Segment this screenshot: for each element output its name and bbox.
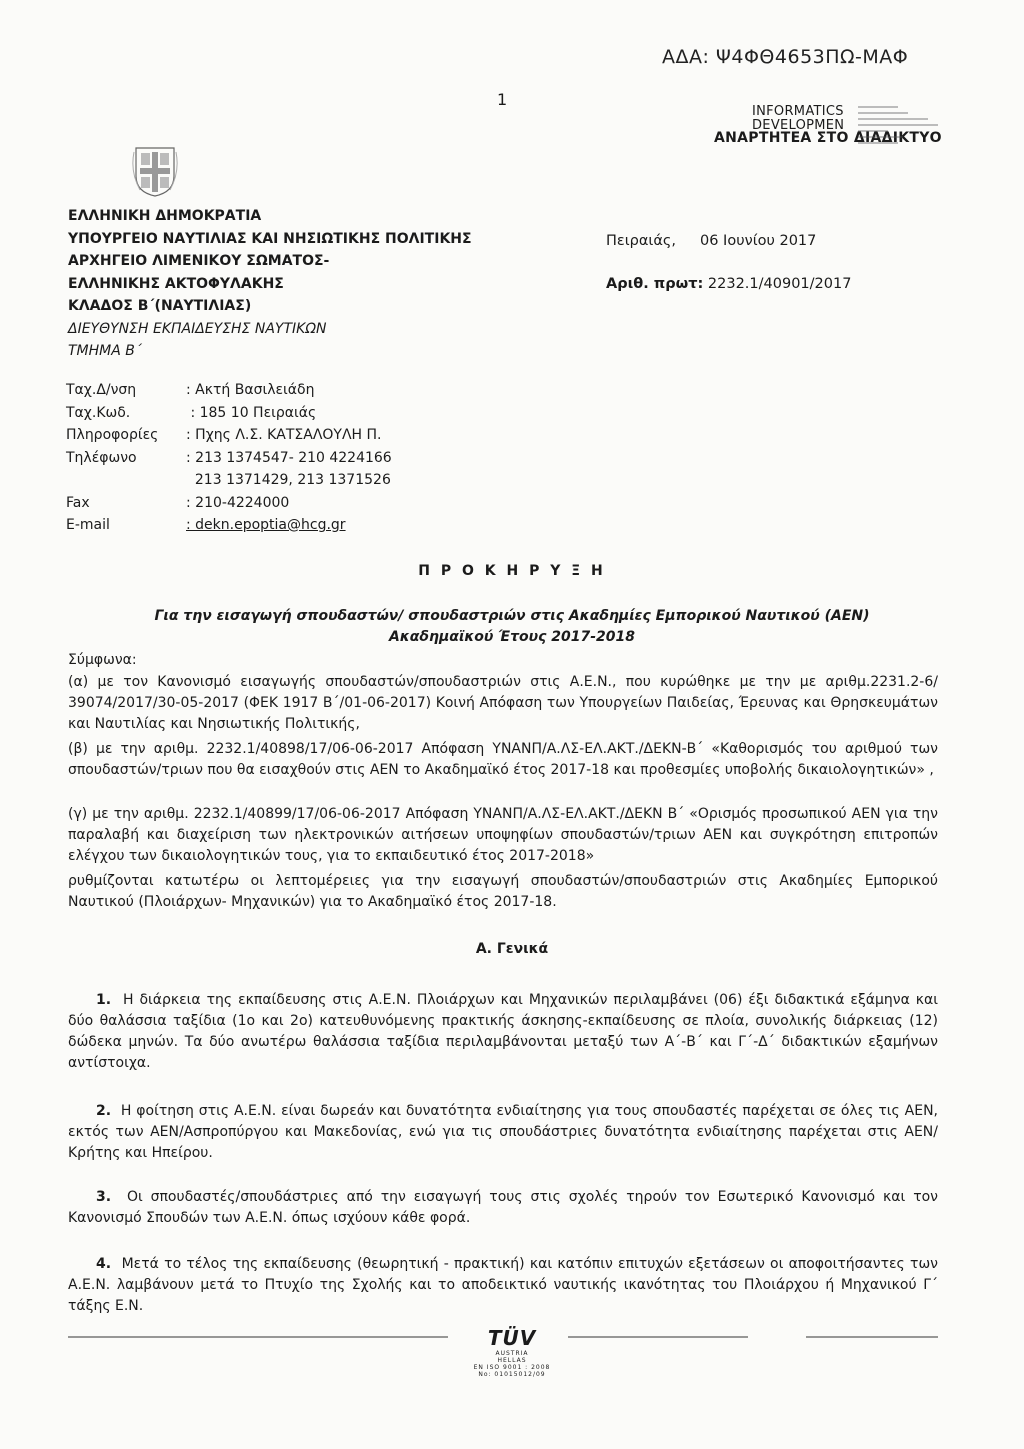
tuv-certification-logo bbox=[452, 1326, 572, 1378]
contact-label bbox=[66, 472, 186, 495]
stamp-informatics: INFORMATICS bbox=[752, 104, 844, 119]
tuv-hellas: HELLAS bbox=[497, 1357, 527, 1364]
item-number: 4. bbox=[96, 1256, 112, 1272]
contact-label: Πληροφορίες bbox=[66, 427, 159, 443]
stamp-signature-fineprint bbox=[858, 104, 948, 166]
contact-label: E-mail bbox=[66, 517, 110, 533]
email-link[interactable]: : dekn.epoptia@hcg.gr bbox=[186, 517, 346, 533]
place: Πειραιάς, bbox=[606, 233, 676, 249]
protocol-value: 2232.1/40901/2017 bbox=[707, 276, 852, 292]
header-line-department: ΤΜΗΜΑ Β΄ bbox=[68, 343, 142, 359]
header-line-directorate: ΔΙΕΥΘΥΝΣΗ ΕΚΠΑΙΔΕΥΣΗΣ ΝΑΥΤΙΚΩΝ bbox=[68, 320, 327, 337]
stamp-fineprint-icon bbox=[858, 104, 948, 164]
header-line-branch: ΚΛΑΔΟΣ Β΄(ΝΑΥΤΙΛΙΑΣ) bbox=[68, 298, 252, 314]
item-number: 3. bbox=[96, 1189, 112, 1205]
numbered-item bbox=[68, 990, 938, 1074]
contact-row bbox=[66, 427, 392, 450]
tuv-logo: TÜV bbox=[487, 1326, 537, 1350]
protocol-label: Αριθ. πρωτ: bbox=[606, 276, 704, 292]
contact-label: Ταχ.Δ/νση bbox=[66, 382, 137, 398]
digital-signature-stamp bbox=[714, 100, 974, 180]
greek-coat-of-arms-icon bbox=[132, 142, 178, 198]
document-subtitle bbox=[0, 606, 1024, 648]
section-heading-general: Α. Γενικά bbox=[475, 941, 549, 957]
contact-row bbox=[66, 450, 392, 473]
contact-label: Fax bbox=[66, 494, 90, 511]
contact-label: Ταχ.Κωδ. bbox=[66, 404, 131, 421]
contact-details bbox=[66, 382, 392, 540]
issuer-header bbox=[68, 205, 472, 363]
paragraph-d: ρυθμίζονται κατωτέρω οι λεπτομέρειες για την εισαγωγή σπουδαστών/σπουδαστριών στις Ακαδημίες Εμπορικού Ναυτικού (Πλοιάρχων- Μηχανικών) για το Ακαδημαϊκό έτος 2017-18. bbox=[68, 873, 938, 910]
paragraph-a: (α) με τον Κανονισμό εισαγωγής σπουδαστών/σπουδαστριών στις Α.Ε.Ν., που κυρώθηκε με την με αριθμ.2231.2-6/ 39074/2017/30-05-2017 (ΦΕΚ 1917 Β΄/01-06-2017) Κοινή Απόφαση των Υπουργείων Παιδείας, Έρευνας και Θρησκευμάτων και Ναυτιλίας και Νησιωτικής Πολιτικής, bbox=[68, 674, 938, 732]
contact-row bbox=[66, 472, 392, 495]
contact-value: : Ακτή Βασιλειάδη bbox=[186, 382, 315, 398]
paragraph-c: (γ) με την αριθμ. 2232.1/40899/17/06-06-2017 Απόφαση ΥΝΑΝΠ/Α.ΛΣ-ΕΛ.ΑΚΤ./ΔΕΚΝ Β΄ «Ορισμός προσωπικού ΑΕΝ για την παραλαβή και διαχείριση των ηλεκτρονικών αιτήσεων υποψηφίων σπουδαστών/τριων ΑΕΝ και συγκρότηση επιτροπών ελέγχου των δικαιολογητικών τους, για το εκπαιδευτικό έτος 2017-2018» bbox=[68, 806, 938, 864]
tuv-iso: EN ISO 9001 : 2008 bbox=[473, 1364, 551, 1371]
symfona-label: Σύμφωνα: bbox=[68, 652, 137, 668]
ada-code: ΑΔΑ: Ψ4ΦΘ4653ΠΩ-ΜΑΦ bbox=[662, 46, 909, 68]
date: 06 Ιουνίου 2017 bbox=[700, 233, 817, 249]
contact-row bbox=[66, 405, 392, 428]
item-number: 1. bbox=[96, 992, 112, 1008]
numbered-item bbox=[68, 1254, 938, 1317]
item-text: Οι σπουδαστές/σπουδάστριες από την εισαγωγή τους στις σχολές τηρούν τον Εσωτερικό Κανονισμό και τον Κανονισμό Σπουδών των Α.Ε.Ν. όπως ισχύουν κάθε φορά. bbox=[68, 1189, 939, 1226]
item-text: Η διάρκεια της εκπαίδευσης στις Α.Ε.Ν. Πλοιάρχων και Μηχανικών περιλαμβάνει (06) έξι διδακτικά εξάμηνα και δύο θαλάσσια ταξίδια (1ο και 2ο) κατευθυνόμενης πρακτικής άσκησης-εκπαίδευσης σε πλοία, συνολικής διάρκειας (12) δώδεκα μηνών. Τα δύο ανωτέρω θαλάσσια ταξίδια περιλαμβάνονται μεταξύ των Α΄-Β΄ και Γ΄-Δ΄ διδακτικών εξαμήνων αντίστοιχα. bbox=[68, 992, 938, 1071]
page-number: 1 bbox=[497, 90, 508, 109]
paragraph-b: (β) με την αριθμ. 2232.1/40898/17/06-06-2017 Απόφαση ΥΝΑΝΠ/Α.ΛΣ-ΕΛ.ΑΚΤ./ΔΕΚΝ-Β΄ «Καθορισμός του αριθμού των σπουδαστών/τριων που θα εισαχθούν στις ΑΕΝ το Ακαδημαϊκό έτος 2017-18 και προθεσμίες υποβολής δικαιολογητικών» , bbox=[68, 741, 938, 778]
header-line-coastguard: ΕΛΛΗΝΙΚΗΣ ΑΚΤΟΦΥΛΑΚΗΣ bbox=[68, 275, 284, 292]
item-text: Η φοίτηση στις Α.Ε.Ν. είναι δωρεάν και δυνατότητα ενδιαίτησης για τους σπουδαστές παρέχεται σε όλες τις ΑΕΝ, εκτός των ΑΕΝ/Ασπροπύργου και Μακεδονίας, ενώ για τις σπουδάστριες δυνατότητα ενδιαίτησης παρέχεται στις ΑΕΝ/Κρήτης και Ηπείρου. bbox=[68, 1103, 938, 1161]
contact-row bbox=[66, 382, 392, 405]
contact-value: : 213 1374547- 210 4224166 bbox=[186, 449, 392, 466]
subtitle-line-1: Για την εισαγωγή σπουδαστών/ σπουδαστριών στις Ακαδημίες Εμπορικού Ναυτικού (ΑΕΝ) bbox=[154, 608, 870, 624]
numbered-item bbox=[68, 1187, 938, 1229]
contact-row bbox=[66, 495, 392, 518]
document-title: Π Ρ Ο Κ Η Ρ Υ Ξ Η bbox=[418, 563, 606, 579]
stamp-developmen: DEVELOPMEN bbox=[752, 118, 845, 133]
contact-row bbox=[66, 517, 392, 540]
contact-value: 213 1371429, 213 1371526 bbox=[186, 472, 391, 488]
contact-value: : 185 10 Πειραιάς bbox=[186, 404, 317, 421]
numbered-item bbox=[68, 1101, 938, 1164]
item-text: Μετά το τέλος της εκπαίδευσης (θεωρητική - πρακτική) και κατόπιν επιτυχών εξετάσεων οι αποφοιτήσαντες των Α.Ε.Ν. λαμβάνουν μετά το Πτυχίο της Σχολής και το αποδεικτικό ναυτικής ικανότητας του Πλοιάρχου ή Μηχανικού Γ΄ τάξης Ε.Ν. bbox=[68, 1256, 939, 1314]
protocol-number bbox=[606, 276, 851, 292]
header-line-ministry: ΥΠΟΥΡΓΕΙΟ ΝΑΥΤΙΛΙΑΣ ΚΑΙ ΝΗΣΙΩΤΙΚΗΣ ΠΟΛΙΤΙΚΗΣ bbox=[68, 230, 472, 247]
contact-label: Τηλέφωνο bbox=[66, 449, 137, 466]
tuv-austria: AUSTRIA bbox=[495, 1350, 529, 1357]
contact-value: : 210-4224000 bbox=[186, 494, 290, 511]
header-line-republic: ΕΛΛΗΝΙΚΗ ΔΗΜΟΚΡΑΤΙΑ bbox=[68, 208, 262, 224]
header-line-hq: ΑΡΧΗΓΕΙΟ ΛΙΜΕΝΙΚΟΥ ΣΩΜΑΤΟΣ- bbox=[68, 253, 330, 269]
place-date bbox=[606, 233, 816, 249]
item-number: 2. bbox=[96, 1103, 112, 1119]
stamp-anartitea: ΑΝΑΡΤΗΤΕΑ ΣΤΟ ΔΙΑΔΙΚΤΥΟ bbox=[714, 130, 942, 146]
tuv-number: No: 01015012/09 bbox=[478, 1371, 546, 1378]
subtitle-line-2: Ακαδημαϊκού Έτους 2017-2018 bbox=[388, 629, 635, 645]
contact-value: : Πχης Λ.Σ. ΚΑΤΣΑΛΟΥΛΗ Π. bbox=[186, 427, 382, 443]
